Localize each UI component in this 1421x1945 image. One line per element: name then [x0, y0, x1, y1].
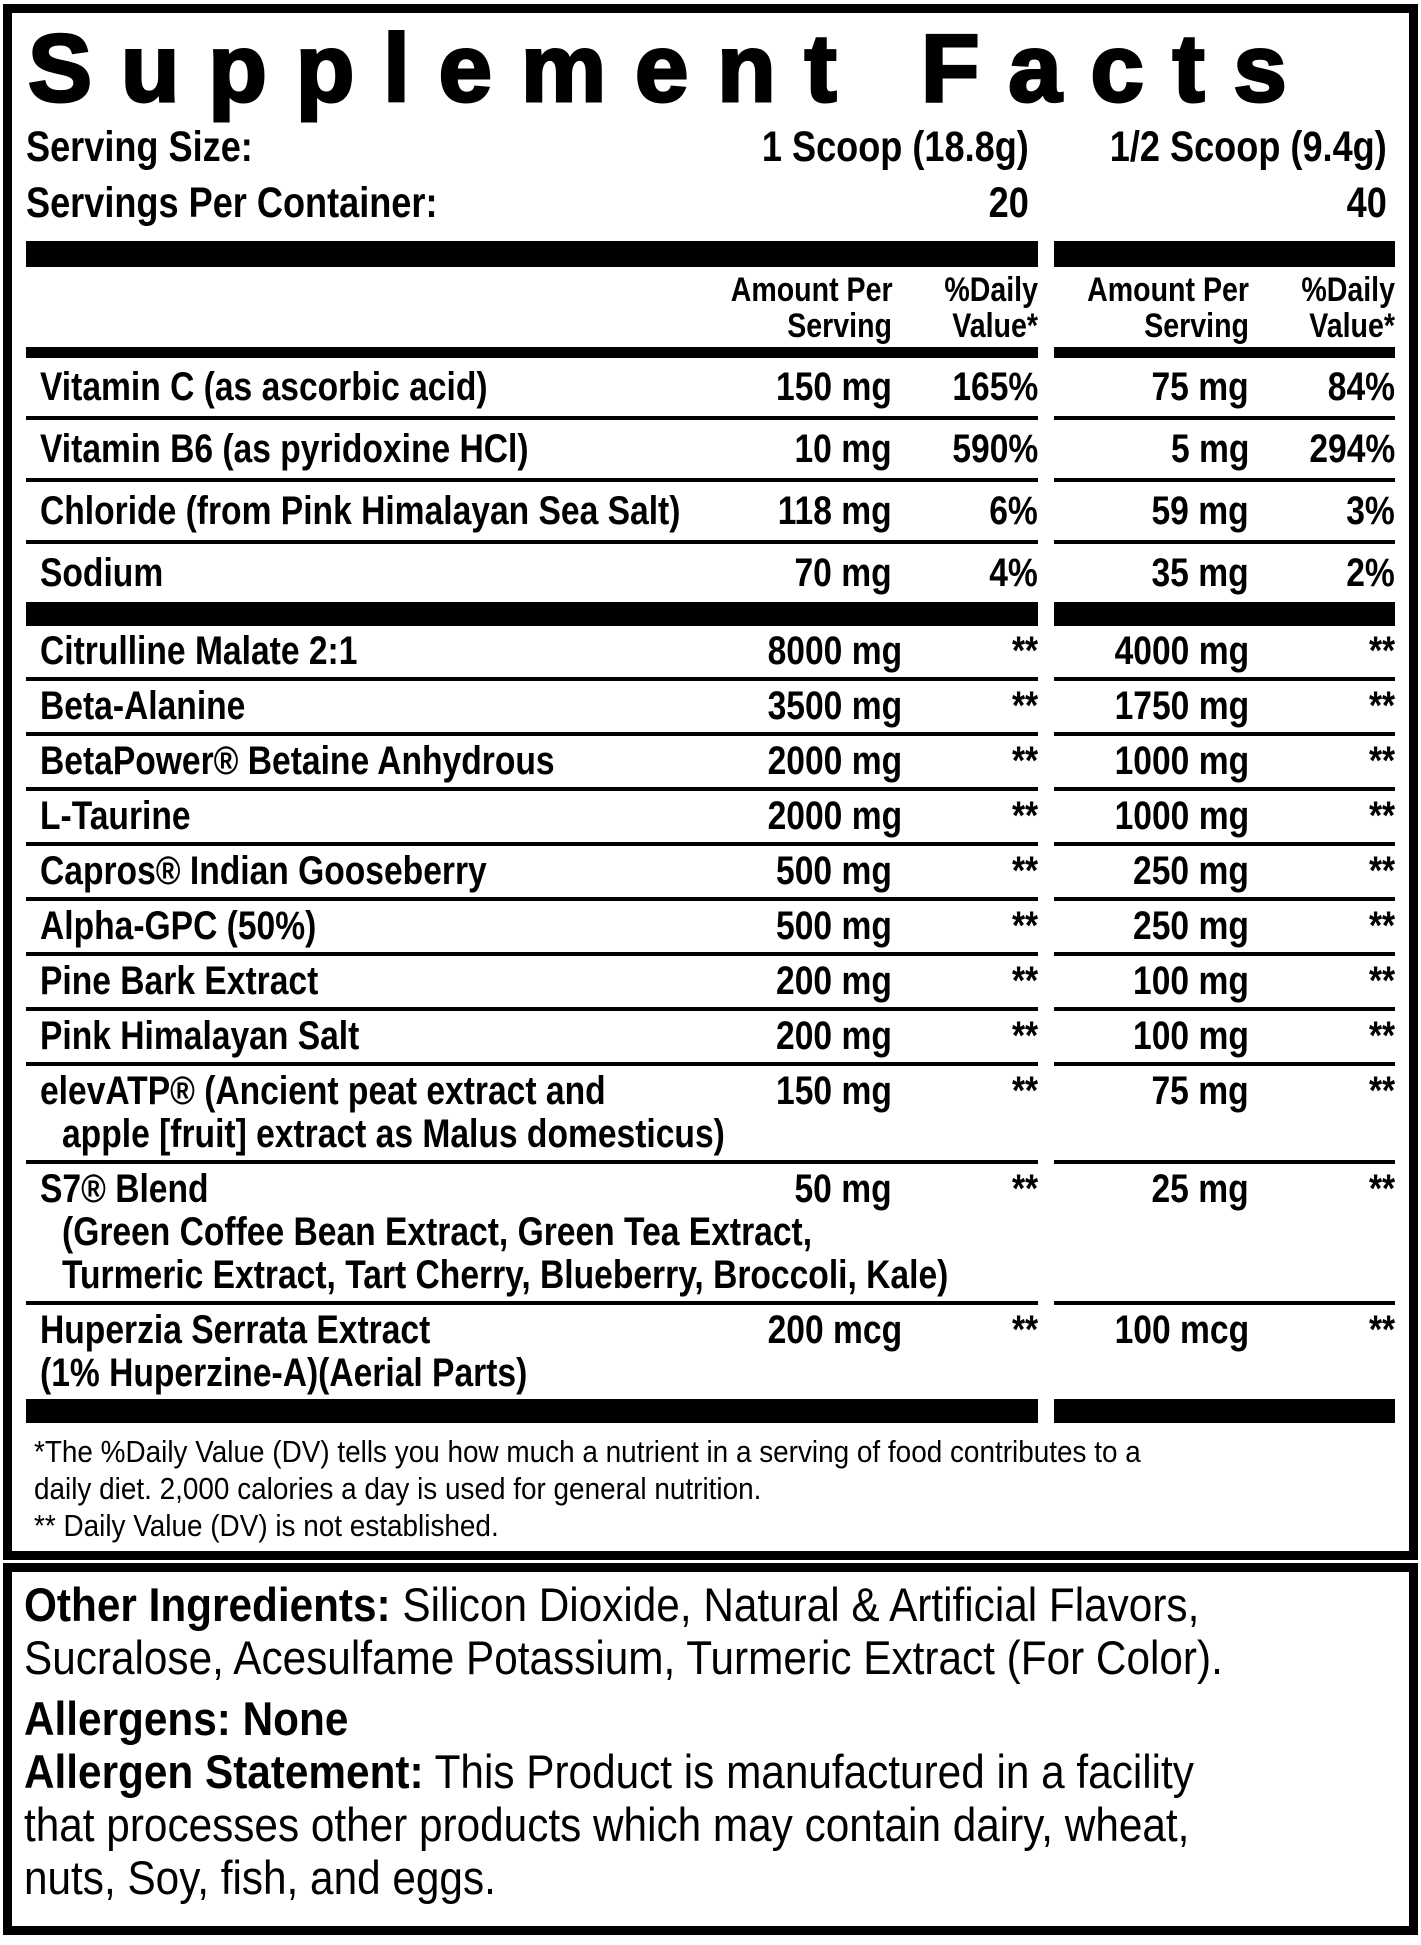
other-ingredients-line1-text	[24, 1578, 1199, 1631]
daily-value-1scoop	[892, 551, 1038, 596]
daily-value-1scoop-text: **	[1011, 1014, 1038, 1058]
header-amount-line2: Serving	[1144, 307, 1249, 345]
amount-halfscoop-text: 250 mg	[1133, 849, 1249, 893]
column-gutter	[1038, 602, 1054, 626]
amount-1scoop-text: 10 mg	[794, 427, 892, 471]
amount-per-serving-halfscoop	[1054, 740, 1249, 783]
nutrient-row-left-group	[26, 1305, 1038, 1399]
nutrient-name	[26, 630, 742, 673]
serving-size-halfscoop	[1057, 119, 1395, 175]
amount-halfscoop-text: 100 mcg	[1114, 1308, 1249, 1352]
amount-per-serving-halfscoop	[1054, 905, 1249, 948]
daily-value-1scoop	[892, 427, 1038, 472]
allergen-statement-line3	[24, 1851, 1397, 1904]
amount-halfscoop-text: 25 mg	[1151, 1167, 1249, 1211]
daily-value-halfscoop-text: **	[1368, 959, 1395, 1003]
daily-value-1scoop-text: 4%	[989, 551, 1038, 595]
header-dv-line2: Value*	[952, 307, 1038, 345]
divider-bar-top-left	[26, 241, 1038, 267]
column-gutter	[1038, 1164, 1054, 1305]
allergen-statement-label: Allergen Statement:	[24, 1745, 424, 1798]
amount-per-serving-halfscoop	[1054, 489, 1249, 534]
daily-value-1scoop-text: **	[1011, 684, 1038, 728]
daily-value-1scoop-text: **	[1011, 1069, 1038, 1113]
column-header-dv-1scoop	[892, 272, 1038, 344]
divider-bar-left	[26, 1399, 1038, 1423]
daily-value-1scoop-text: **	[1011, 794, 1038, 838]
amount-1scoop-text: 500 mg	[776, 849, 892, 893]
header-amount-line2: Serving	[787, 307, 892, 345]
serving-size-label	[26, 119, 296, 175]
nutrient-row	[26, 956, 1395, 1011]
amount-1scoop-text: 200 mg	[776, 959, 892, 1003]
servings-per-container-label	[26, 175, 516, 231]
nutrient-row	[26, 544, 1395, 602]
daily-value-1scoop	[892, 1309, 1038, 1352]
nutrient-row-right-group	[1054, 1164, 1395, 1305]
amount-per-serving-1scoop	[742, 905, 892, 948]
nutrient-name	[26, 1168, 742, 1211]
header-dv-line1: %Daily	[1301, 271, 1395, 309]
daily-value-1scoop	[892, 1168, 1038, 1211]
column-gutter	[1038, 736, 1054, 791]
nutrient-row-right-group	[1054, 1305, 1395, 1399]
nutrient-name-text: S7® Blend	[40, 1167, 209, 1211]
column-gutter	[1038, 544, 1054, 602]
daily-value-halfscoop	[1249, 489, 1395, 534]
amount-halfscoop-text: 35 mg	[1151, 551, 1249, 595]
serving-size-1scoop-text: 1 Scoop (18.8g)	[762, 123, 1029, 171]
divider-bar-under-headers	[26, 347, 1395, 358]
nutrient-row-left-group	[26, 681, 1038, 736]
divider-bar-bottom	[26, 1399, 1395, 1423]
nutrient-subtext-line: apple [fruit] extract as Malus domesticus)	[62, 1112, 725, 1156]
column-gutter	[1038, 626, 1054, 681]
nutrient-name	[26, 427, 742, 472]
allergen-statement-line2	[24, 1798, 1397, 1851]
servings-count-halfscoop-text: 40	[1346, 179, 1387, 227]
daily-value-1scoop-text: **	[1011, 1308, 1038, 1352]
nutrient-row-right-group	[1054, 1011, 1395, 1066]
servings-per-container-label-text: Servings Per Container:	[26, 179, 438, 227]
amount-per-serving-halfscoop	[1054, 1168, 1249, 1211]
nutrient-name	[26, 850, 742, 893]
divider-bar-top	[26, 241, 1395, 267]
daily-value-halfscoop-text: **	[1368, 684, 1395, 728]
daily-value-halfscoop	[1249, 365, 1395, 410]
daily-value-1scoop	[892, 740, 1038, 783]
daily-value-halfscoop	[1249, 795, 1395, 838]
nutrient-row-left-group	[26, 358, 1038, 420]
nutrient-row-right-group	[1054, 736, 1395, 791]
daily-value-1scoop-text: 6%	[989, 489, 1038, 533]
nutrient-row-right-group	[1054, 482, 1395, 544]
allergen-statement-line3-text: nuts, Soy, fish, and eggs.	[24, 1851, 496, 1904]
amount-per-serving-halfscoop	[1054, 365, 1249, 410]
amount-per-serving-1scoop	[742, 739, 903, 783]
divider-bar-right	[1054, 347, 1395, 358]
column-header-amount-halfscoop	[1054, 272, 1249, 344]
nutrient-name-text: Beta-Alanine	[40, 684, 246, 728]
amount-halfscoop-text: 75 mg	[1151, 1069, 1249, 1113]
nutrient-subtext-line: (1% Huperzine-A)(Aerial Parts)	[40, 1351, 528, 1395]
nutrient-row-right-group	[1054, 420, 1395, 482]
nutrient-row-right-group	[1054, 956, 1395, 1011]
divider-bar-right	[1054, 1399, 1395, 1423]
other-ingredients-line2	[24, 1631, 1397, 1684]
nutrient-subtext	[26, 1352, 1038, 1395]
header-spacer	[26, 272, 700, 344]
amount-per-serving-halfscoop	[1054, 551, 1249, 596]
amount-per-serving-1scoop	[742, 850, 892, 893]
column-gutter	[1038, 420, 1054, 482]
column-headers-right-group	[1054, 272, 1395, 344]
amount-1scoop-text: 500 mg	[776, 904, 892, 948]
amount-per-serving-halfscoop	[1054, 795, 1249, 838]
nutrient-name	[26, 1015, 742, 1058]
daily-value-halfscoop	[1249, 427, 1395, 472]
nutrient-row-left-group	[26, 1066, 1038, 1164]
amount-halfscoop-text: 75 mg	[1151, 365, 1249, 409]
daily-value-1scoop-text: **	[1011, 959, 1038, 1003]
amount-per-serving-halfscoop	[1054, 1309, 1249, 1352]
allergens-line	[24, 1692, 1397, 1745]
amount-per-serving-1scoop	[742, 1070, 892, 1113]
servings-count-1scoop	[516, 175, 1057, 231]
footnote-line-text: ** Daily Value (DV) is not established.	[34, 1508, 499, 1543]
amount-per-serving-1scoop	[742, 489, 892, 534]
daily-value-halfscoop	[1249, 1309, 1395, 1352]
nutrient-name	[26, 685, 742, 728]
nutrient-name-text: Pine Bark Extract	[40, 959, 319, 1003]
amount-per-serving-1scoop	[742, 1015, 892, 1058]
column-gutter	[1038, 1399, 1054, 1423]
nutrient-row	[26, 420, 1395, 482]
nutrient-name-text: Huperzia Serrata Extract	[40, 1308, 431, 1352]
divider-bar-top-right	[1054, 241, 1395, 267]
daily-value-1scoop-text: **	[1011, 904, 1038, 948]
nutrient-name-text: Pink Himalayan Salt	[40, 1014, 360, 1058]
daily-value-halfscoop-text: **	[1368, 629, 1395, 673]
amount-halfscoop-text: 100 mg	[1133, 959, 1249, 1003]
amount-1scoop-text: 150 mg	[776, 1069, 892, 1113]
divider-bar-right	[1054, 602, 1395, 626]
amount-per-serving-halfscoop	[1054, 1070, 1249, 1113]
header-dv-line2: Value*	[1309, 307, 1395, 345]
nutrient-name-text: elevATP® (Ancient peat extract and	[40, 1069, 606, 1113]
column-gutter	[1038, 846, 1054, 901]
amount-1scoop-text: 200 mcg	[767, 1308, 903, 1352]
amount-per-serving-1scoop	[742, 794, 903, 838]
nutrient-row	[26, 626, 1395, 681]
column-gutter	[1038, 241, 1054, 267]
nutrient-row	[26, 1305, 1395, 1399]
footnote-line	[34, 1507, 1395, 1544]
column-gutter	[1038, 1305, 1054, 1399]
amount-per-serving-halfscoop	[1054, 427, 1249, 472]
nutrient-name	[26, 740, 742, 783]
amount-halfscoop-text: 1000 mg	[1114, 794, 1249, 838]
nutrient-name	[26, 1309, 742, 1352]
amount-per-serving-1scoop	[742, 629, 903, 673]
nutrient-subtext	[26, 1113, 1038, 1156]
column-header-dv-halfscoop	[1249, 272, 1395, 344]
daily-value-1scoop	[892, 365, 1038, 410]
allergens-line-text	[24, 1692, 348, 1745]
nutrient-row	[26, 901, 1395, 956]
column-gutter	[1038, 358, 1054, 420]
nutrient-name-text: Capros® Indian Gooseberry	[40, 849, 487, 893]
other-ingredients-panel	[3, 1563, 1418, 1935]
other-ingredients-line1	[24, 1578, 1397, 1631]
amount-1scoop-text: 8000 mg	[767, 629, 903, 673]
nutrient-name	[26, 1070, 742, 1113]
amount-per-serving-halfscoop	[1054, 960, 1249, 1003]
amount-halfscoop-text: 1000 mg	[1114, 739, 1249, 783]
amount-halfscoop-text: 5 mg	[1170, 427, 1249, 471]
nutrient-row-right-group	[1054, 901, 1395, 956]
servings-count-1scoop-text: 20	[988, 179, 1029, 227]
nutrient-name-text: BetaPower® Betaine Anhydrous	[40, 739, 555, 783]
amount-1scoop-text: 200 mg	[776, 1014, 892, 1058]
footnote-line-text: *The %Daily Value (DV) tells you how much a nutrient in a serving of food contributes to a	[34, 1434, 1141, 1469]
supplement-label	[0, 4, 1421, 1945]
daily-value-1scoop	[892, 1015, 1038, 1058]
column-gutter	[1038, 347, 1054, 358]
column-gutter	[1038, 1011, 1054, 1066]
allergen-statement-line1-text	[24, 1745, 1194, 1798]
allergen-statement-line2-text: that processes other products which may contain dairy, wheat,	[24, 1798, 1190, 1851]
nutrient-name	[26, 960, 742, 1003]
nutrient-name	[26, 551, 742, 596]
nutrient-row-left-group	[26, 956, 1038, 1011]
daily-value-1scoop-text: **	[1011, 739, 1038, 783]
serving-size-row	[26, 119, 1395, 175]
nutrient-row-left-group	[26, 791, 1038, 846]
amount-1scoop-text: 3500 mg	[767, 684, 903, 728]
nutrient-row-left-group	[26, 901, 1038, 956]
nutrient-subtext	[26, 1211, 1038, 1254]
nutrient-row-left-group	[26, 544, 1038, 602]
amount-halfscoop-text: 59 mg	[1151, 489, 1249, 533]
column-gutter	[1038, 791, 1054, 846]
daily-value-1scoop-text: **	[1011, 629, 1038, 673]
servings-count-halfscoop	[1057, 175, 1395, 231]
nutrient-name-text: Vitamin C (as ascorbic acid)	[40, 365, 488, 409]
daily-value-halfscoop	[1249, 551, 1395, 596]
header-amount-line1: Amount Per	[1087, 271, 1249, 309]
amount-per-serving-halfscoop	[1054, 850, 1249, 893]
column-gutter	[1038, 482, 1054, 544]
daily-value-halfscoop	[1249, 960, 1395, 1003]
daily-value-halfscoop-text: 84%	[1327, 365, 1395, 409]
daily-value-halfscoop	[1249, 740, 1395, 783]
daily-value-halfscoop	[1249, 1070, 1395, 1113]
amount-halfscoop-text: 4000 mg	[1114, 629, 1249, 673]
amount-per-serving-halfscoop	[1054, 630, 1249, 673]
daily-value-1scoop	[892, 630, 1038, 673]
serving-size-1scoop	[296, 119, 1057, 175]
nutrient-name	[26, 365, 742, 410]
nutrient-row-left-group	[26, 420, 1038, 482]
daily-value-1scoop-text: **	[1011, 849, 1038, 893]
nutrient-name-text: L-Taurine	[40, 794, 191, 838]
other-ingredients-line2-text: Sucralose, Acesulfame Potassium, Turmeric Extract (For Color).	[24, 1631, 1223, 1684]
amount-per-serving-1scoop	[742, 684, 903, 728]
nutrient-name-text: Chloride (from Pink Himalayan Sea Salt)	[40, 489, 681, 533]
nutrient-name	[26, 795, 742, 838]
daily-value-halfscoop-text: 2%	[1346, 551, 1395, 595]
vitamins-minerals-section	[26, 358, 1395, 602]
daily-value-halfscoop-text: **	[1368, 849, 1395, 893]
amount-per-serving-halfscoop	[1054, 1015, 1249, 1058]
nutrient-row-left-group	[26, 482, 1038, 544]
amount-1scoop-text: 2000 mg	[767, 794, 903, 838]
column-headers-row	[26, 267, 1395, 347]
amount-1scoop-text: 2000 mg	[767, 739, 903, 783]
supplement-facts-panel	[3, 4, 1418, 1560]
column-header-amount-1scoop	[700, 272, 892, 344]
nutrient-name	[26, 905, 742, 948]
daily-value-1scoop	[892, 685, 1038, 728]
amount-1scoop-text: 118 mg	[778, 489, 892, 533]
nutrient-row	[26, 1066, 1395, 1164]
daily-value-halfscoop	[1249, 905, 1395, 948]
header-amount-line1: Amount Per	[730, 271, 893, 309]
daily-value-1scoop	[892, 850, 1038, 893]
nutrient-row	[26, 791, 1395, 846]
amount-1scoop-text: 50 mg	[794, 1167, 892, 1211]
nutrient-row	[26, 482, 1395, 544]
footnotes-section	[26, 1423, 1395, 1544]
column-headers-left-group	[26, 272, 1038, 344]
nutrient-row-left-group	[26, 736, 1038, 791]
daily-value-halfscoop-text: **	[1368, 1014, 1395, 1058]
footnote-line-text: daily diet. 2,000 calories a day is used for general nutrition.	[34, 1471, 762, 1506]
nutrient-row	[26, 681, 1395, 736]
daily-value-halfscoop-text: 294%	[1309, 427, 1395, 471]
amount-1scoop-text: 150 mg	[776, 365, 892, 409]
panel-title: Supplement Facts	[28, 15, 1316, 122]
nutrient-row-right-group	[1054, 791, 1395, 846]
divider-bar-middle	[26, 602, 1395, 626]
divider-bar-left	[26, 347, 1038, 358]
allergens-label: Allergens:	[24, 1692, 231, 1745]
column-gutter	[1038, 901, 1054, 956]
allergens-value: None	[230, 1692, 349, 1745]
amount-halfscoop-text: 250 mg	[1133, 904, 1249, 948]
daily-value-halfscoop-text: **	[1368, 904, 1395, 948]
daily-value-1scoop	[892, 905, 1038, 948]
column-gutter	[1038, 1066, 1054, 1164]
daily-value-halfscoop-text: **	[1368, 1069, 1395, 1113]
amount-halfscoop-text: 100 mg	[1133, 1014, 1249, 1058]
nutrient-row-left-group	[26, 1011, 1038, 1066]
allergen-statement-value: This Product is manufactured in a facility	[423, 1745, 1194, 1798]
nutrient-row	[26, 358, 1395, 420]
daily-value-1scoop	[892, 795, 1038, 838]
amount-1scoop-text: 70 mg	[794, 551, 892, 595]
nutrient-row-right-group	[1054, 846, 1395, 901]
daily-value-halfscoop-text: **	[1368, 739, 1395, 783]
nutrient-row	[26, 1011, 1395, 1066]
daily-value-1scoop	[892, 1070, 1038, 1113]
daily-value-1scoop-text: **	[1011, 1167, 1038, 1211]
footnote-line	[34, 1470, 1395, 1507]
other-ingredients-label: Other Ingredients:	[24, 1578, 391, 1631]
nutrient-row-right-group	[1054, 681, 1395, 736]
daily-value-1scoop	[892, 489, 1038, 534]
daily-value-halfscoop-text: 3%	[1346, 489, 1395, 533]
daily-value-1scoop-text: 165%	[952, 365, 1038, 409]
servings-per-container-row	[26, 175, 1395, 231]
active-ingredients-section	[26, 626, 1395, 1399]
nutrient-row-right-group	[1054, 358, 1395, 420]
nutrient-row	[26, 1164, 1395, 1305]
daily-value-halfscoop	[1249, 1015, 1395, 1058]
nutrient-name-text: Sodium	[40, 551, 164, 595]
daily-value-1scoop-text: 590%	[952, 427, 1038, 471]
nutrient-subtext	[26, 1254, 1038, 1297]
nutrient-row	[26, 846, 1395, 901]
amount-per-serving-1scoop	[742, 427, 892, 472]
daily-value-halfscoop	[1249, 630, 1395, 673]
allergen-statement-line1	[24, 1745, 1397, 1798]
daily-value-halfscoop-text: **	[1368, 794, 1395, 838]
amount-per-serving-1scoop	[742, 960, 892, 1003]
daily-value-halfscoop	[1249, 685, 1395, 728]
amount-per-serving-1scoop	[742, 365, 892, 410]
divider-bar-left	[26, 602, 1038, 626]
footnote-line	[34, 1433, 1395, 1470]
nutrient-row-right-group	[1054, 1066, 1395, 1164]
nutrient-row-left-group	[26, 1164, 1038, 1305]
nutrient-subtext-line: (Green Coffee Bean Extract, Green Tea Extract,	[62, 1210, 813, 1254]
daily-value-halfscoop-text: **	[1368, 1167, 1395, 1211]
amount-per-serving-halfscoop	[1054, 685, 1249, 728]
nutrient-name-text: Vitamin B6 (as pyridoxine HCl)	[40, 427, 529, 471]
daily-value-halfscoop	[1249, 850, 1395, 893]
amount-per-serving-1scoop	[742, 1168, 892, 1211]
daily-value-halfscoop	[1249, 1168, 1395, 1211]
column-gutter	[1038, 956, 1054, 1011]
header-dv-line1: %Daily	[944, 271, 1038, 309]
nutrient-name-text: Alpha-GPC (50%)	[40, 904, 317, 948]
other-ingredients-value: Silicon Dioxide, Natural & Artificial Flavors,	[390, 1578, 1200, 1631]
nutrient-row-left-group	[26, 846, 1038, 901]
amount-halfscoop-text: 1750 mg	[1114, 684, 1249, 728]
nutrient-row-left-group	[26, 626, 1038, 681]
nutrient-name-text: Citrulline Malate 2:1	[40, 629, 358, 673]
nutrient-row	[26, 736, 1395, 791]
nutrient-row-right-group	[1054, 626, 1395, 681]
daily-value-halfscoop-text: **	[1368, 1308, 1395, 1352]
nutrient-row-right-group	[1054, 544, 1395, 602]
amount-per-serving-1scoop	[742, 551, 892, 596]
column-gutter	[1038, 681, 1054, 736]
nutrient-name	[26, 489, 742, 534]
daily-value-1scoop	[892, 960, 1038, 1003]
nutrient-subtext-line: Turmeric Extract, Tart Cherry, Blueberry, Broccoli, Kale)	[62, 1253, 949, 1297]
amount-per-serving-1scoop	[742, 1308, 903, 1352]
serving-size-label-text: Serving Size:	[26, 123, 253, 171]
serving-size-halfscoop-text: 1/2 Scoop (9.4g)	[1110, 123, 1387, 171]
